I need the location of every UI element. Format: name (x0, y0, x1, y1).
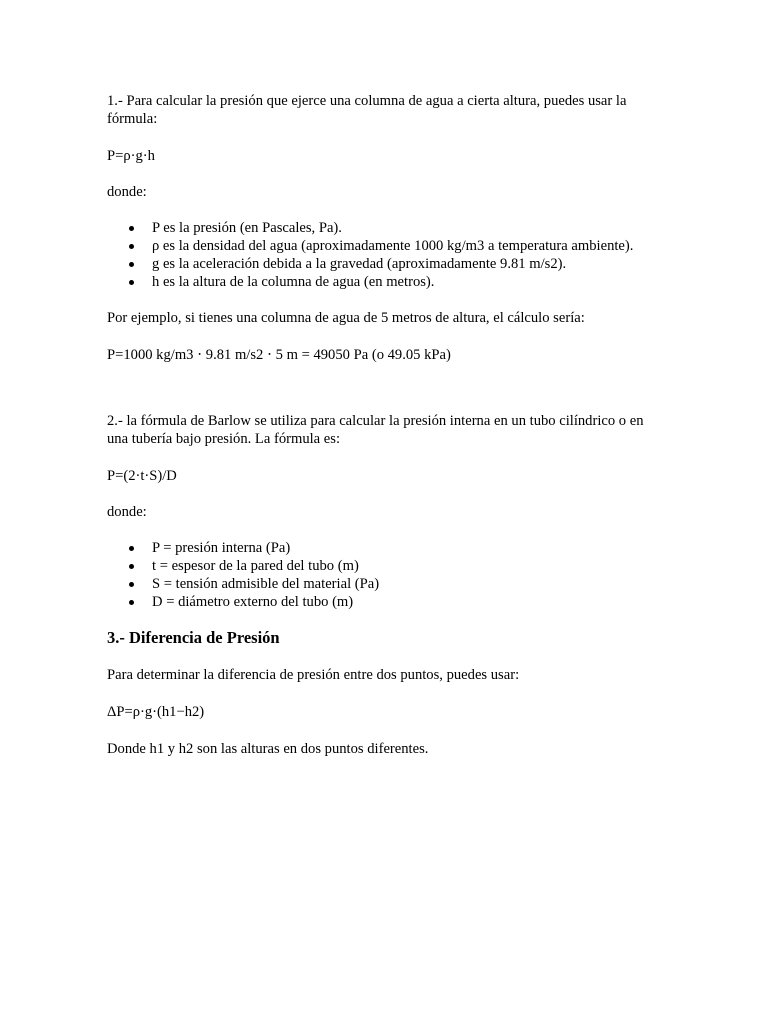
list-item-text: D = diámetro externo del tubo (m) (152, 594, 354, 610)
section3-heading: 3.- Diferencia de Presión (107, 628, 280, 647)
section1-bullet-list (107, 219, 667, 291)
list-item (107, 237, 667, 255)
section2-formula: P=(2·t·S)/D (107, 468, 177, 484)
list-item-text: g es la aceleración debida a la gravedad (aproximadamente 9.81 m/s2). (152, 256, 567, 272)
section2-bullet-list (107, 539, 667, 611)
bullet-icon (129, 262, 134, 267)
bullet-icon (129, 280, 134, 285)
bullet-icon (129, 546, 134, 551)
section1-example-intro: Por ejemplo, si tienes una columna de agua de 5 metros de altura, el cálculo sería: (107, 310, 585, 326)
section2-intro: 2.- la fórmula de Barlow se utiliza para calcular la presión interna en un tubo cilíndrico o en una tubería bajo presión. La fórmula es: (107, 413, 644, 447)
bullet-icon (129, 582, 134, 587)
list-item (107, 539, 667, 557)
list-item (107, 273, 667, 291)
list-item-text: t = espesor de la pared del tubo (m) (152, 558, 359, 574)
list-item (107, 219, 667, 237)
section1-example-calc: P=1000 kg/m3 ⋅ 9.81 m/s2 ⋅ 5 m = 49050 Pa (o 49.05 kPa) (107, 347, 451, 363)
list-item (107, 557, 667, 575)
section1-intro: 1.- Para calcular la presión que ejerce una columna de agua a cierta altura, puedes usar la fórmula: (107, 93, 627, 127)
section1-donde: donde: (107, 184, 147, 200)
section3-note: Donde h1 y h2 son las alturas en dos puntos diferentes. (107, 741, 429, 757)
bullet-icon (129, 244, 134, 249)
list-item-text: P es la presión (en Pascales, Pa). (152, 220, 342, 236)
section2-donde: donde: (107, 504, 147, 520)
section1-formula: P=ρ·g·h (107, 148, 155, 164)
section3-intro: Para determinar la diferencia de presión entre dos puntos, puedes usar: (107, 667, 520, 683)
list-item-text: h es la altura de la columna de agua (en metros). (152, 274, 435, 290)
bullet-icon (129, 564, 134, 569)
list-item (107, 593, 667, 611)
list-item (107, 575, 667, 593)
bullet-icon (129, 600, 134, 605)
list-item-text: ρ es la densidad del agua (aproximadamente 1000 kg/m3 a temperatura ambiente). (152, 238, 634, 254)
bullet-icon (129, 226, 134, 231)
list-item-text: S = tensión admisible del material (Pa) (152, 576, 380, 592)
section3-formula: ΔP=ρ·g·(h1−h2) (107, 704, 205, 720)
list-item (107, 255, 667, 273)
list-item-text: P = presión interna (Pa) (152, 540, 291, 556)
